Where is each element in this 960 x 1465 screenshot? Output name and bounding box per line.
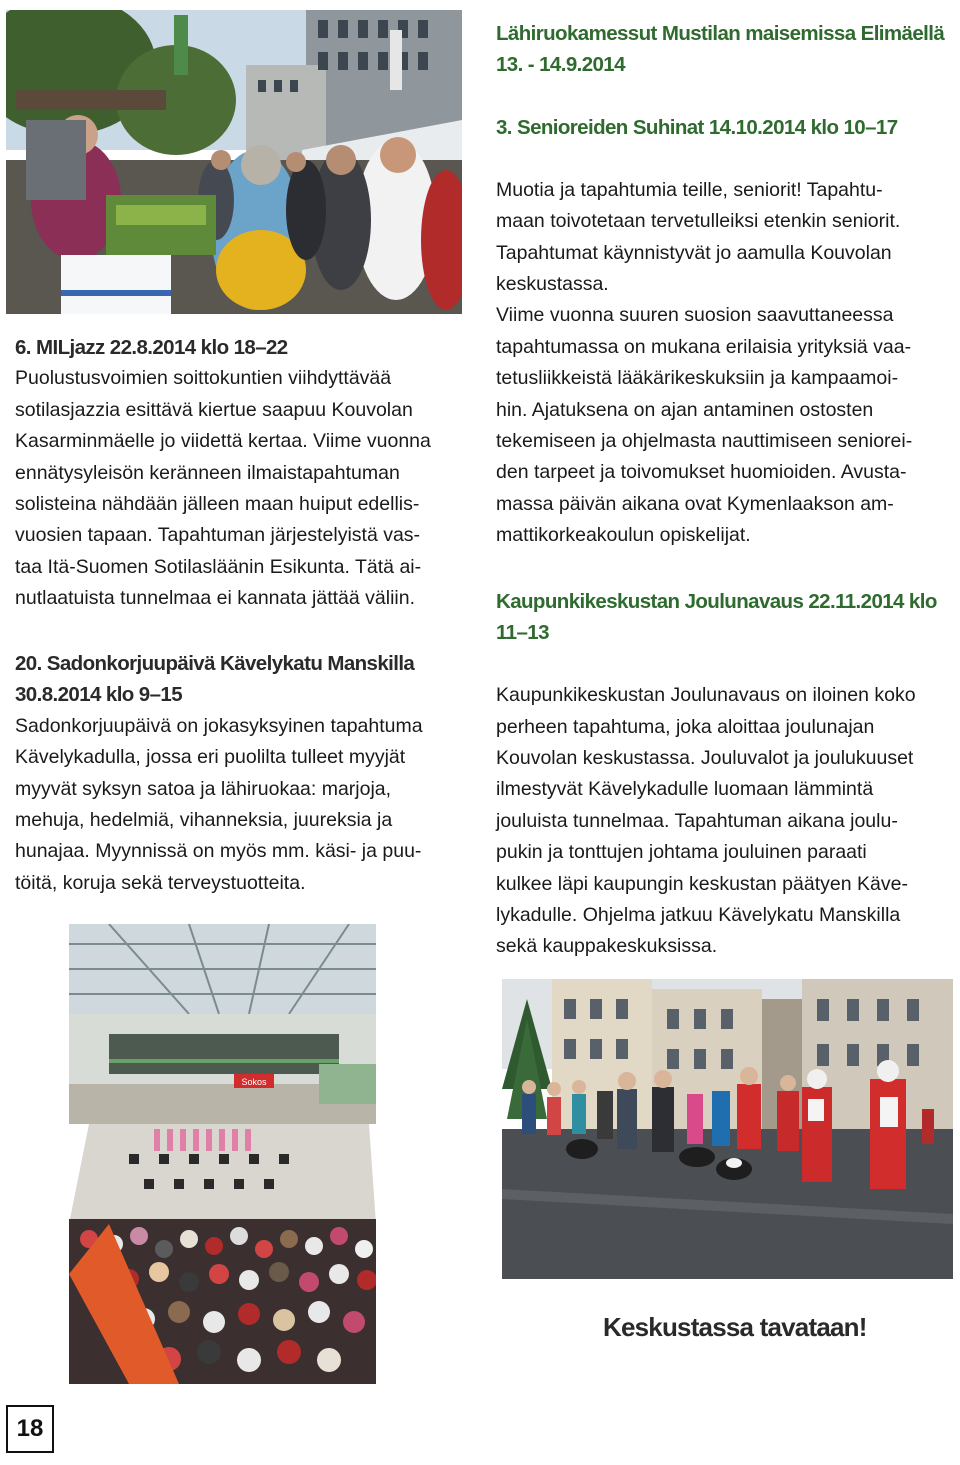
seniorit-line: den tarpeet ja toivomukset huomioiden. Avusta- bbox=[496, 461, 907, 484]
page-number: 18 bbox=[6, 1405, 54, 1453]
seniorit-line: tetusliikkeistä lääkärikeskuksiin ja kampaamoi- bbox=[496, 367, 899, 390]
section-lahiruoka bbox=[496, 18, 956, 81]
heading-miljazz: 6. MILjazz 22.8.2014 klo 18–22 bbox=[15, 336, 288, 359]
heading-joulunavaus: Kaupunkikeskustan Joulunavaus 22.11.2014 klo bbox=[496, 590, 937, 613]
seniorit-line: mattikorkeakoulun opiskelijat. bbox=[496, 524, 751, 547]
photo-mall-concert bbox=[69, 924, 376, 1384]
heading-sadonkorjuu-date: 30.8.2014 klo 9–15 bbox=[15, 683, 183, 707]
joulunavaus-line: pukin ja tonttujen johtama jouluinen paraati bbox=[496, 841, 867, 864]
joulunavaus-line: Kouvolan keskustassa. Jouluvalot ja joulukuuset bbox=[496, 747, 914, 770]
section-seniorit bbox=[496, 112, 956, 552]
seniorit-line: tapahtumassa on mukana erilaisia yrityksiä vaa- bbox=[496, 335, 912, 358]
seniorit-spacer bbox=[496, 143, 956, 174]
miljazz-line: Kasarminmäelle jo viidettä kertaa. Viime vuonna bbox=[15, 430, 431, 453]
joulunavaus-spacer bbox=[496, 649, 960, 680]
miljazz-line: vuosien tapaan. Tapahtuman järjestelyistä vas- bbox=[15, 524, 421, 547]
sokos-sign: Sokos bbox=[241, 1077, 267, 1087]
sadonkorjuu-line: Sadonkorjuupäivä on jokasyksyinen tapahtuma bbox=[15, 714, 423, 737]
miljazz-line: solisteina nähdään jälleen maan huiput edellis- bbox=[15, 493, 420, 516]
joulunavaus-line: jouluista tunnelmaa. Tapahtuman aikana joulu- bbox=[496, 809, 898, 832]
heading-lahiruoka: Lähiruokamessut Mustilan maisemissa Elimäellä bbox=[496, 22, 945, 45]
section-sadonkorjuu bbox=[15, 648, 480, 899]
seniorit-line: hin. Ajatuksena on ajan antaminen ostosten bbox=[496, 398, 874, 421]
joulunavaus-line: Kaupunkikeskustan Joulunavaus on iloinen koko bbox=[496, 684, 916, 707]
heading-lahiruoka-date: 13. - 14.9.2014 bbox=[496, 53, 625, 77]
heading-sadonkorjuu: 20. Sadonkorjuupäivä Kävelykatu Manskilla bbox=[15, 652, 415, 675]
joulunavaus-line: kulkee läpi kaupungin keskustan päätyen Käve- bbox=[496, 872, 908, 895]
sadonkorjuu-line: Kävelykadulla, jossa eri puolilta tulleet myyjät bbox=[15, 746, 406, 769]
miljazz-line: sotilasjazzia esittävä kiertue saapuu Kouvolan bbox=[15, 398, 413, 421]
sadonkorjuu-line: hunajaa. Myynnissä on myös mm. käsi- ja puu- bbox=[15, 840, 422, 863]
miljazz-line: ennätysyleisön keränneen ilmaistapahtuman bbox=[15, 461, 400, 484]
miljazz-line: nutlaatuista tunnelmaa ei kannata jättää väliin. bbox=[15, 587, 416, 610]
heading-seniorit: 3. Senioreiden Suhinat 14.10.2014 klo 10–17 bbox=[496, 116, 898, 139]
seniorit-line: Viime vuonna suuren suosion saavuttaneessa bbox=[496, 304, 894, 327]
joulunavaus-line: lykadulle. Ohjelma jatkuu Kävelykatu Manskilla bbox=[496, 904, 901, 927]
seniorit-line: Muotia ja tapahtumia teille, seniorit! Tapahtu- bbox=[496, 178, 883, 201]
miljazz-line: taa Itä-Suomen Sotilasläänin Esikunta. Tätä ai- bbox=[15, 555, 422, 578]
joulunavaus-line: sekä kauppakeskuksissa. bbox=[496, 935, 718, 958]
photo-christmas-parade bbox=[502, 979, 953, 1279]
photo-street-market bbox=[6, 10, 462, 314]
miljazz-line: Puolustusvoimien soittokuntien viihdyttävää bbox=[15, 367, 392, 390]
joulunavaus-line: perheen tapahtuma, joka aloittaa joulunajan bbox=[496, 715, 875, 738]
sadonkorjuu-line: töitä, koruja sekä terveystuotteita. bbox=[15, 871, 306, 894]
sadonkorjuu-line: mehuja, hedelmiä, vihanneksia, juureksia ja bbox=[15, 809, 393, 832]
sadonkorjuu-line: myyvät syksyn satoa ja lähiruokaa: marjoja, bbox=[15, 777, 392, 800]
section-miljazz bbox=[15, 332, 480, 615]
section-joulunavaus bbox=[496, 586, 960, 963]
slogan: Keskustassa tavataan! bbox=[603, 1312, 867, 1342]
seniorit-line: tekemiseen ja ohjelmasta nauttimiseen seniorei- bbox=[496, 430, 913, 453]
joulunavaus-line: ilmestyvät Kävelykadulle luomaan lämmintä bbox=[496, 778, 874, 801]
seniorit-line: massa päivän aikana ovat Kymenlaakson am- bbox=[496, 492, 894, 515]
seniorit-line: keskustassa. bbox=[496, 273, 609, 296]
seniorit-line: maan toivotetaan tervetulleiksi etenkin seniorit. bbox=[496, 210, 901, 233]
heading-joulunavaus-time: 11–13 bbox=[496, 621, 549, 645]
seniorit-line: Tapahtumat käynnistyvät jo aamulla Kouvolan bbox=[496, 241, 892, 264]
